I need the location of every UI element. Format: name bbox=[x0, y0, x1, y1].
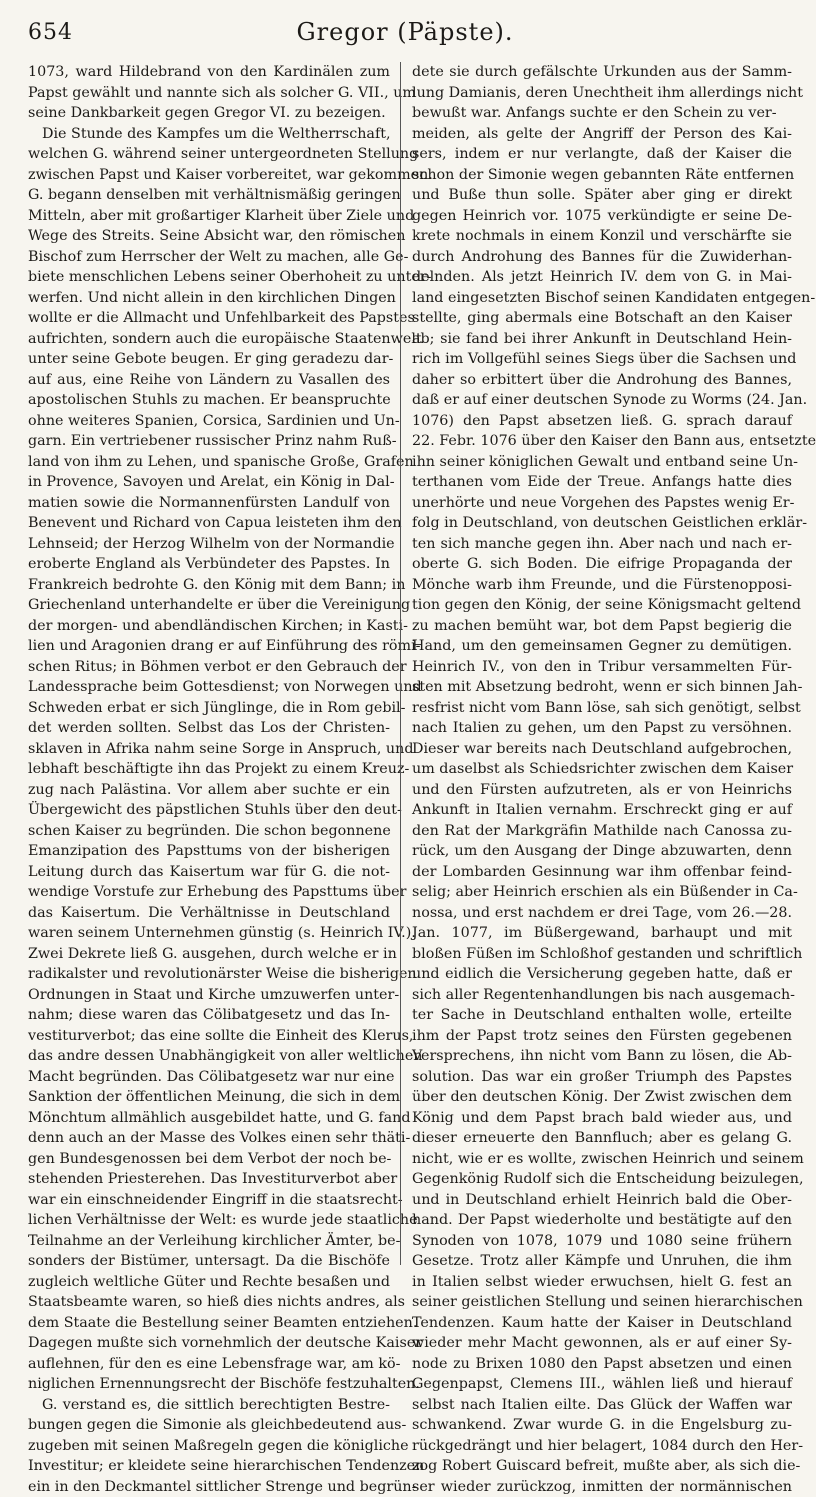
text-line: welchen G. während seiner untergeordneten Stellung bbox=[28, 144, 390, 165]
text-line: land von ihm zu Lehen, und spanische Große, Grafen bbox=[28, 452, 390, 473]
text-line: König und dem Papst brach bald wieder aus, und bbox=[412, 1108, 792, 1129]
text-line: stehenden Priesterehen. Das Investiturverbot aber bbox=[28, 1169, 390, 1190]
text-line: ser wieder zurückzog, inmitten der normännischen bbox=[412, 1477, 792, 1497]
text-line: zugeben mit seinen Maßregeln gegen die königliche bbox=[28, 1436, 390, 1457]
text-line: Bischof zum Herrscher der Welt zu machen, alle Ge- bbox=[28, 247, 390, 268]
text-line: dieser erneuerte den Bannfluch; aber es gelang G. bbox=[412, 1128, 792, 1149]
text-line: Die Stunde des Kampfes um die Weltherrschaft, bbox=[28, 124, 390, 145]
text-line: daher so erbittert über die Androhung des Bannes, bbox=[412, 370, 792, 391]
text-line: den Rat der Markgräfin Mathilde nach Canossa zu- bbox=[412, 821, 792, 842]
text-line: Mitteln, aber mit großartiger Klarheit über Ziele und bbox=[28, 206, 390, 227]
text-line: land eingesetzten Bischof seinen Kandidaten entgegen- bbox=[412, 288, 792, 309]
text-line: und Buße thun solle. Später aber ging er direkt bbox=[412, 185, 792, 206]
text-line: aufrichten, sondern auch die europäische Staatenwelt bbox=[28, 329, 390, 350]
text-line: matien sowie die Normannenfürsten Landulf von bbox=[28, 493, 390, 514]
text-line: radikalster und revolutionärster Weise die bisherigen bbox=[28, 964, 390, 985]
text-line: über den deutschen König. Der Zwist zwischen dem bbox=[412, 1087, 792, 1108]
text-line: dete sie durch gefälschte Urkunden aus der Samm- bbox=[412, 62, 792, 83]
text-line: G. verstand es, die sittlich berechtigten Bestre- bbox=[28, 1395, 390, 1416]
text-line: Synoden von 1078, 1079 und 1080 seine frühern bbox=[412, 1231, 792, 1252]
text-line: niglichen Ernennungsrecht der Bischöfe festzuhalten. bbox=[28, 1374, 390, 1395]
text-line: Teilnahme an der Verleihung kirchlicher Ämter, be- bbox=[28, 1231, 390, 1252]
text-line: G. begann denselben mit verhältnismäßig geringen bbox=[28, 185, 390, 206]
text-line: schen Ritus; in Böhmen verbot er den Gebrauch der bbox=[28, 657, 390, 678]
text-line: node zu Brixen 1080 den Papst absetzen und einen bbox=[412, 1354, 792, 1375]
text-line: Ankunft in Italien vernahm. Erschreckt ging er auf bbox=[412, 800, 792, 821]
text-line: Leitung durch das Kaisertum war für G. die not- bbox=[28, 862, 390, 883]
text-line: das Kaisertum. Die Verhältnisse in Deutschland bbox=[28, 903, 390, 924]
text-line: Ordnungen in Staat und Kirche umzuwerfen unter- bbox=[28, 985, 390, 1006]
text-line: rich im Vollgefühl seines Siegs über die Sachsen und bbox=[412, 349, 792, 370]
text-line: ihm der Papst trotz seines den Fürsten gegebenen bbox=[412, 1026, 792, 1047]
text-line: in Provence, Savoyen und Arelat, ein König in Dal- bbox=[28, 472, 390, 493]
text-line: der morgen- und abendländischen Kirchen; in Kasti- bbox=[28, 616, 390, 637]
text-line: Gegenpapst, Clemens III., wählen ließ und hierauf bbox=[412, 1374, 792, 1395]
text-line: 1076) den Papst absetzen ließ. G. sprach darauf bbox=[412, 411, 792, 432]
text-line: und in Deutschland erhielt Heinrich bald die Ober- bbox=[412, 1190, 792, 1211]
text-line: sklaven in Afrika nahm seine Sorge in Anspruch, und bbox=[28, 739, 390, 760]
text-line: sich aller Regentenhandlungen bis nach ausgemach- bbox=[412, 985, 792, 1006]
text-line: hand. Der Papst wiederholte und bestätigte auf den bbox=[412, 1210, 792, 1231]
text-line: das andre dessen Unabhängigkeit von aller weltlichen bbox=[28, 1046, 390, 1067]
text-line: sten mit Absetzung bedroht, wenn er sich binnen Jah- bbox=[412, 677, 792, 698]
text-line: biete menschlichen Lebens seiner Oberhoheit zu unter- bbox=[28, 267, 390, 288]
text-line: Macht begründen. Das Cölibatgesetz war nur eine bbox=[28, 1067, 390, 1088]
text-line: lien und Aragonien drang er auf Einführung des römi- bbox=[28, 636, 390, 657]
text-line: lichen Verhältnisse der Welt: es wurde jede staatliche bbox=[28, 1210, 390, 1231]
text-line: 22. Febr. 1076 über den Kaiser den Bann aus, entsetzte bbox=[412, 431, 792, 452]
text-line: wendige Vorstufe zur Erhebung des Papsttums über bbox=[28, 882, 390, 903]
text-line: nach Italien zu gehen, um den Papst zu versöhnen. bbox=[412, 718, 792, 739]
text-line: Staatsbeamte waren, so hieß dies nichts andres, als bbox=[28, 1292, 390, 1313]
text-columns bbox=[28, 62, 790, 1265]
text-line: wollte er die Allmacht und Unfehlbarkeit des Papstes bbox=[28, 308, 390, 329]
text-line: Gesetze. Trotz aller Kämpfe und Unruhen, die ihm bbox=[412, 1251, 792, 1272]
text-line: vestiturverbot; das eine sollte die Einheit des Klerus, bbox=[28, 1026, 390, 1047]
text-line: Mönche warb ihm Freunde, und die Fürstenopposi- bbox=[412, 575, 792, 596]
text-line: auf aus, eine Reihe von Ländern zu Vasallen des bbox=[28, 370, 390, 391]
text-line: krete nochmals in einem Konzil und verschärfte sie bbox=[412, 226, 792, 247]
text-line: zog Robert Guiscard befreit, mußte aber, als sich die- bbox=[412, 1456, 792, 1477]
text-line: nahm; diese waren das Cölibatgesetz und das In- bbox=[28, 1005, 390, 1026]
text-line: Lehnseid; der Herzog Wilhelm von der Normandie bbox=[28, 534, 390, 555]
text-line: eroberte England als Verbündeter des Papstes. In bbox=[28, 554, 390, 575]
text-line: Papst gewählt und nannte sich als solcher G. VII., um bbox=[28, 83, 390, 104]
text-line: und den Fürsten aufzutreten, als er von Heinrichs bbox=[412, 780, 792, 801]
text-line: schwankend. Zwar wurde G. in die Engelsburg zu- bbox=[412, 1415, 792, 1436]
text-line: Mönchtum allmählich ausgebildet hatte, und G. fand bbox=[28, 1108, 390, 1129]
text-line: daß er auf einer deutschen Synode zu Worms (24. Jan. bbox=[412, 390, 792, 411]
text-line: Zwei Dekrete ließ G. ausgehen, durch welche er in bbox=[28, 944, 390, 965]
text-line: Griechenland unterhandelte er über die Vereinigung bbox=[28, 595, 390, 616]
text-line: zu machen bemüht war, bot dem Papst begierig die bbox=[412, 616, 792, 637]
text-line: Emanzipation des Papsttums von der bisherigen bbox=[28, 841, 390, 862]
running-title: Gregor (Päpste). bbox=[20, 18, 790, 46]
text-line: folg in Deutschland, von deutschen Geistlichen erklär- bbox=[412, 513, 792, 534]
text-line: sers, indem er nur verlangte, daß der Kaiser die bbox=[412, 144, 792, 165]
text-line: zwischen Papst und Kaiser vorbereitet, war gekommen. bbox=[28, 165, 390, 186]
text-line: Wege des Streits. Seine Absicht war, den römischen bbox=[28, 226, 390, 247]
text-line: war ein einschneidender Eingriff in die staatsrecht- bbox=[28, 1190, 390, 1211]
text-line: waren seinem Unternehmen günstig (s. Heinrich IV.). bbox=[28, 923, 390, 944]
text-line: lung Damianis, deren Unechtheit ihm allerdings nicht bbox=[412, 83, 792, 104]
text-line: in Italien selbst wieder erwuchsen, hielt G. fest an bbox=[412, 1272, 792, 1293]
text-line: Hand, um den gemeinsamen Gegner zu demütigen. bbox=[412, 636, 792, 657]
text-line: apostolischen Stuhls zu machen. Er beanspruchte bbox=[28, 390, 390, 411]
text-line: Übergewicht des päpstlichen Stuhls über den deut- bbox=[28, 800, 390, 821]
text-line: schon der Simonie wegen gebannten Räte entfernen bbox=[412, 165, 792, 186]
text-line: delnden. Als jetzt Heinrich IV. dem von G. in Mai- bbox=[412, 267, 792, 288]
text-line: Versprechens, ihn nicht vom Bann zu lösen, die Ab- bbox=[412, 1046, 792, 1067]
page-header bbox=[20, 12, 790, 54]
text-line: selbst nach Italien eilte. Das Glück der Waffen war bbox=[412, 1395, 792, 1416]
text-line: um daselbst als Schiedsrichter zwischen dem Kaiser bbox=[412, 759, 792, 780]
text-line: zug nach Palästina. Vor allem aber suchte er ein bbox=[28, 780, 390, 801]
text-line: Jan. 1077, im Büßergewand, barhaupt und mit bbox=[412, 923, 792, 944]
text-line: auflehnen, für den es eine Lebensfrage war, am kö- bbox=[28, 1354, 390, 1375]
text-line: nicht, wie er es wollte, zwischen Heinrich und seinem bbox=[412, 1149, 792, 1170]
text-line: sonders der Bistümer, untersagt. Da die Bischöfe bbox=[28, 1251, 390, 1272]
text-line: meiden, als gelte der Angriff der Person des Kai- bbox=[412, 124, 792, 145]
left-column bbox=[28, 62, 390, 1265]
text-line: der Lombarden Gesinnung war ihm offenbar feind- bbox=[412, 862, 792, 883]
page-number: 654 bbox=[28, 20, 73, 45]
text-line: durch Androhung des Bannes für die Zuwiderhan- bbox=[412, 247, 792, 268]
text-line: lebhaft beschäftigte ihn das Projekt zu einem Kreuz- bbox=[28, 759, 390, 780]
text-line: unter seine Gebote beugen. Er ging geradezu dar- bbox=[28, 349, 390, 370]
text-line: seine Dankbarkeit gegen Gregor VI. zu bezeigen. bbox=[28, 103, 390, 124]
text-line: Investitur; er kleidete seine hierarchischen Tendenzen bbox=[28, 1456, 390, 1477]
text-line: stellte, ging abermals eine Botschaft an den Kaiser bbox=[412, 308, 792, 329]
text-line: 1073, ward Hildebrand von den Kardinälen zum bbox=[28, 62, 390, 83]
text-line: Gegenkönig Rudolf sich die Entscheidung beizulegen, bbox=[412, 1169, 792, 1190]
text-line: Dagegen mußte sich vornehmlich der deutsche Kaiser bbox=[28, 1333, 390, 1354]
text-line: gen Bundesgenossen bei dem Verbot der noch be- bbox=[28, 1149, 390, 1170]
text-line: Dieser war bereits nach Deutschland aufgebrochen, bbox=[412, 739, 792, 760]
text-line: Tendenzen. Kaum hatte der Kaiser in Deutschland bbox=[412, 1313, 792, 1334]
text-line: terthanen vom Eide der Treue. Anfangs hatte dies bbox=[412, 472, 792, 493]
text-line: gegen Heinrich vor. 1075 verkündigte er seine De- bbox=[412, 206, 792, 227]
text-line: bloßen Füßen im Schloßhof gestanden und schriftlich bbox=[412, 944, 792, 965]
right-column bbox=[412, 62, 792, 1265]
text-line: garn. Ein vertriebener russischer Prinz nahm Ruß- bbox=[28, 431, 390, 452]
text-line: rückgedrängt und hier belagert, 1084 durch den Her- bbox=[412, 1436, 792, 1457]
text-line: und eidlich die Versicherung gegeben hatte, daß er bbox=[412, 964, 792, 985]
text-line: oberte G. sich Boden. Die eifrige Propaganda der bbox=[412, 554, 792, 575]
text-line: denn auch an der Masse des Volkes einen sehr thäti- bbox=[28, 1128, 390, 1149]
text-line: zugleich weltliche Güter und Rechte besaßen und bbox=[28, 1272, 390, 1293]
text-line: wieder mehr Macht gewonnen, als er auf einer Sy- bbox=[412, 1333, 792, 1354]
text-line: nossa, und erst nachdem er drei Tage, vom 26.—28. bbox=[412, 903, 792, 924]
text-line: Sanktion der öffentlichen Meinung, die sich in dem bbox=[28, 1087, 390, 1108]
text-line: ab; sie fand bei ihrer Ankunft in Deutschland Hein- bbox=[412, 329, 792, 350]
text-line: dem Staate die Bestellung seiner Beamten entziehen. bbox=[28, 1313, 390, 1334]
text-line: Frankreich bedrohte G. den König mit dem Bann; in bbox=[28, 575, 390, 596]
text-line: unerhörte und neue Vorgehen des Papstes wenig Er- bbox=[412, 493, 792, 514]
text-line: selig; aber Heinrich erschien als ein Büßender in Ca- bbox=[412, 882, 792, 903]
text-line: solution. Das war ein großer Triumph des Papstes bbox=[412, 1067, 792, 1088]
text-line: ten sich manche gegen ihn. Aber nach und nach er- bbox=[412, 534, 792, 555]
column-divider bbox=[400, 62, 401, 1265]
text-line: rück, um den Ausgang der Dinge abzuwarten, denn bbox=[412, 841, 792, 862]
text-line: ter Sache in Deutschland enthalten wolle, erteilte bbox=[412, 1005, 792, 1026]
text-line: Benevent und Richard von Capua leisteten ihm den bbox=[28, 513, 390, 534]
text-line: bungen gegen die Simonie als gleichbedeutend aus- bbox=[28, 1415, 390, 1436]
text-line: ohne weiteres Spanien, Corsica, Sardinien und Un- bbox=[28, 411, 390, 432]
text-line: Schweden erbat er sich Jünglinge, die in Rom gebil- bbox=[28, 698, 390, 719]
text-line: tion gegen den König, der seine Königsmacht geltend bbox=[412, 595, 792, 616]
text-line: bewußt war. Anfangs suchte er den Schein zu ver- bbox=[412, 103, 792, 124]
text-line: seiner geistlichen Stellung und seinen hierarchischen bbox=[412, 1292, 792, 1313]
text-line: resfrist nicht vom Bann löse, sah sich genötigt, selbst bbox=[412, 698, 792, 719]
text-line: schen Kaiser zu begründen. Die schon begonnene bbox=[28, 821, 390, 842]
text-line: det werden sollten. Selbst das Los der Christen- bbox=[28, 718, 390, 739]
text-line: Heinrich IV., von den in Tribur versammelten Für- bbox=[412, 657, 792, 678]
text-line: ihn seiner königlichen Gewalt und entband seine Un- bbox=[412, 452, 792, 473]
text-line: werfen. Und nicht allein in den kirchlichen Dingen bbox=[28, 288, 390, 309]
text-line: Landessprache beim Gottesdienst; von Norwegen und bbox=[28, 677, 390, 698]
text-line: ein in den Deckmantel sittlicher Strenge und begrün- bbox=[28, 1477, 390, 1497]
